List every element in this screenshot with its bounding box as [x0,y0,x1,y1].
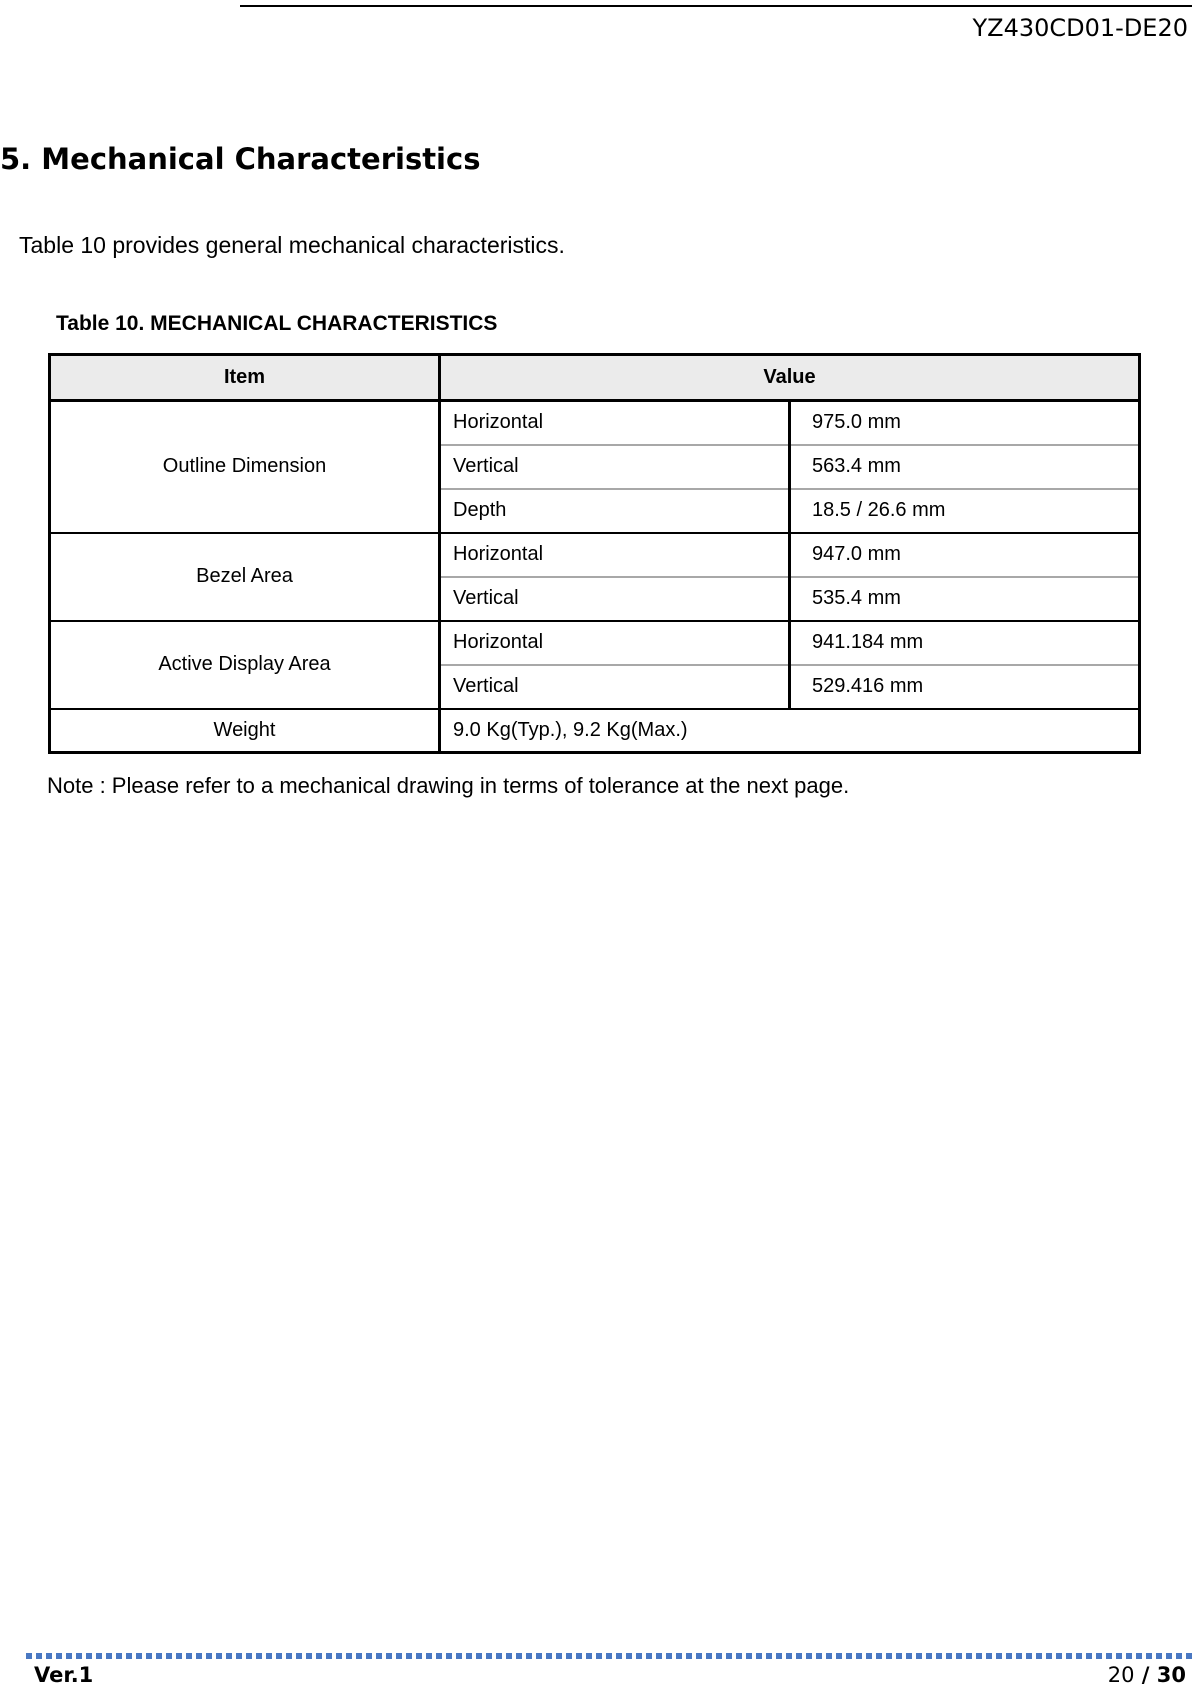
table-header-row [50,355,1140,401]
outline-horizontal-value: 975.0 mm [790,401,1140,445]
version-label: Ver.1 [34,1663,94,1687]
table-row [50,533,1140,577]
outline-dimension-label: Outline Dimension [50,401,440,533]
table-row [50,709,1140,753]
bezel-horizontal-label: Horizontal [440,533,790,577]
active-horizontal-value: 941.184 mm [790,621,1140,665]
active-vertical-label: Vertical [440,665,790,709]
outline-vertical-value: 563.4 mm [790,445,1140,489]
intro-paragraph: Table 10 provides general mechanical characteristics. [19,232,565,258]
header-rule [240,5,1192,7]
table-row [50,401,1140,445]
bezel-horizontal-value: 947.0 mm [790,533,1140,577]
header-value: Value [440,355,1140,401]
table-caption: Table 10. MECHANICAL CHARACTERISTICS [56,312,498,335]
bezel-vertical-label: Vertical [440,577,790,621]
active-vertical-value: 529.416 mm [790,665,1140,709]
outline-depth-label: Depth [440,489,790,533]
page-number [1108,1663,1186,1687]
weight-label: Weight [50,709,440,753]
weight-value: 9.0 Kg(Typ.), 9.2 Kg(Max.) [453,718,688,741]
page-total: / 30 [1134,1663,1186,1687]
bezel-area-label: Bezel Area [50,533,440,621]
table-row [50,621,1140,665]
bezel-vertical-value: 535.4 mm [790,577,1140,621]
active-display-area-label: Active Display Area [50,621,440,709]
mechanical-characteristics-table [48,353,1141,754]
outline-depth-value: 18.5 / 26.6 mm [790,489,1140,533]
table-note: Note : Please refer to a mechanical drawing in terms of tolerance at the next page. [47,773,850,798]
document-id: YZ430CD01-DE20 [972,14,1188,42]
page-current: 20 [1107,1663,1135,1687]
active-horizontal-label: Horizontal [440,621,790,665]
footer-dotted-rule [26,1653,1192,1659]
outline-vertical-label: Vertical [440,445,790,489]
section-title: 5. Mechanical Characteristics [0,142,481,176]
outline-horizontal-label: Horizontal [440,401,790,445]
header-item: Item [50,355,440,401]
